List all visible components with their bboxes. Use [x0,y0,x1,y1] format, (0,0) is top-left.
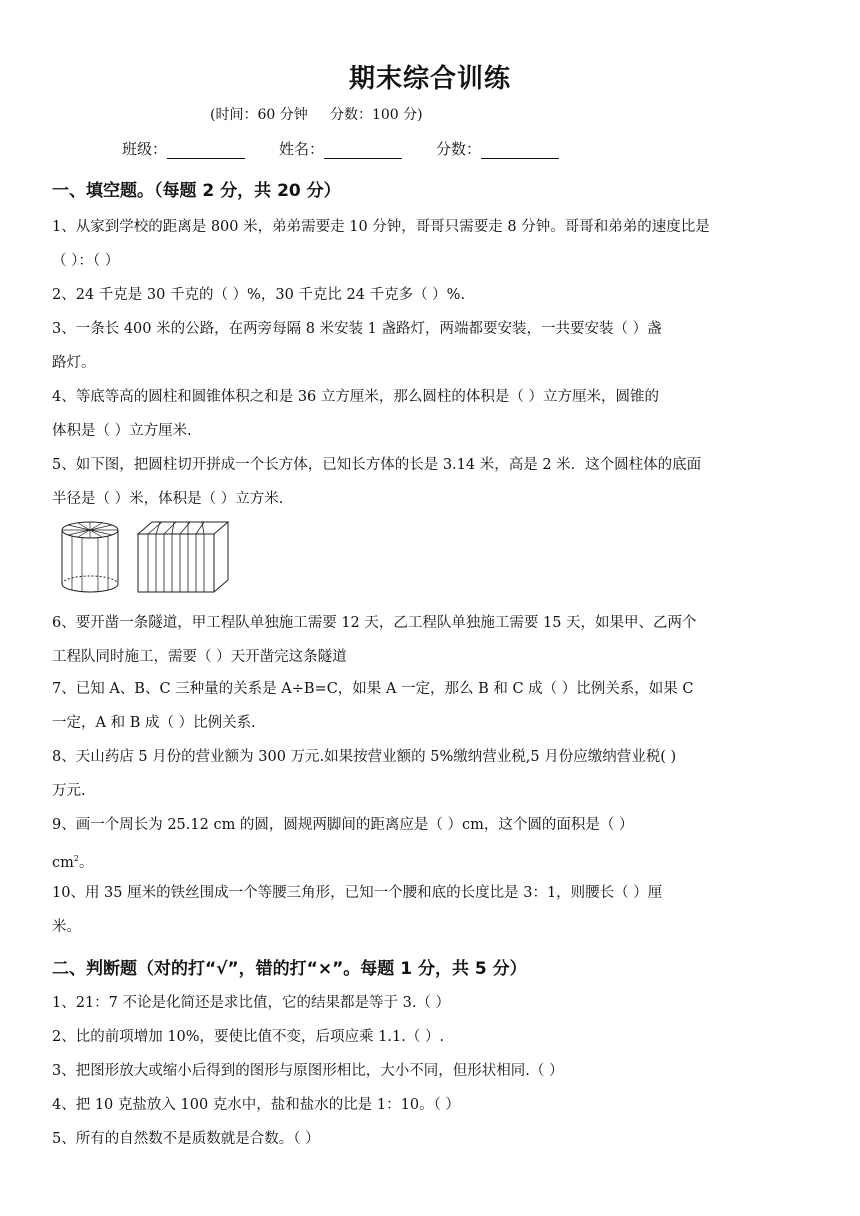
question-1-line1: 1、从家到学校的距离是 800 米，弟弟需要走 10 分钟，哥哥只需要走 8 分钟。哥哥和弟弟的速度比是 [52,219,710,235]
judgment-item-4: 4、把 10 克盐放入 100 克水中，盐和盐水的比是 1：10。（ ） [52,1097,460,1113]
question-6-line1: 6、要开凿一条隧道，甲工程队单独施工需要 12 天，乙工程队单独施工需要 15 天，如果甲、乙两个 [52,615,697,631]
question-7-line1: 7、已知 A、B、C 三种量的关系是 A÷B=C，如果 A 一定，那么 B 和 C 成（ ）比例关系，如果 C [52,681,694,697]
question-7 [52,672,812,740]
question-3 [52,312,812,380]
judgment-item-1: 1、21：7 不论是化简还是求比值，它的结果都是等于 3.（ ） [52,995,451,1011]
question-2 [52,278,812,312]
section2-heading: 二、判断题（对的打“√”，错的打“×”。每题 1 分，共 5 分） [52,959,527,979]
page-title: 期末综合训练 [348,64,511,94]
question-3-line2: 路灯。 [52,355,96,371]
question-4-line2: 体积是（ ）立方厘米. [52,423,192,439]
judgment-item-3: 3、把图形放大或缩小后得到的图形与原图形相比，大小不同，但形状相同.（ ） [52,1063,564,1079]
class-label: 班级： [122,140,168,158]
cylinder-cut-figure [58,520,122,594]
name-blank[interactable] [324,142,402,159]
section1-heading: 一、填空题。（每题 2 分，共 20 分） [52,181,341,201]
question-9-line2 [52,842,812,880]
question-2-line1: 2、24 千克是 30 千克的（ ）%，30 千克比 24 千克多（ ）%. [52,287,466,303]
question-5-figures [58,520,236,594]
question-9-end: 。 [78,854,94,871]
score-field [436,138,559,159]
question-6 [52,606,812,674]
question-4-line1: 4、等底等高的圆柱和圆锥体积之和是 36 立方厘米，那么圆柱的体积是（ ）立方厘米，圆锥的 [52,389,659,405]
question-5 [52,448,812,516]
question-1-line2: （ ）：（ ） [52,253,120,269]
question-3-line1: 3、一条长 400 米的公路，在两旁每隔 8 米安装 1 盏路灯，两端都要安装，一共要安装（ ）盏 [52,321,662,337]
class-blank[interactable] [167,142,245,159]
class-field [122,138,245,159]
name-label: 姓名： [279,140,325,158]
unit-cm: cm [52,854,74,871]
judgment-list [52,986,812,1156]
unit-exponent: 2 [73,854,79,863]
question-8-line1: 8、天山药店 5 月份的营业额为 300 万元.如果按营业额的 5%缴纳营业税,5 月份应缴纳营业税( ) [52,749,677,765]
name-field [279,138,402,159]
judgment-item-5: 5、所有的自然数不是质数就是合数。（ ） [52,1131,320,1147]
exam-meta: (时间：60 分钟 分数：100 分) [210,107,423,123]
question-6-line2: 工程队同时施工，需要（ ）天开凿完这条隧道 [52,649,347,665]
score-label: 分数： [436,140,482,158]
question-5-line2: 半径是（ ）米，体积是（ ）立方米. [52,491,284,507]
question-7-line2: 一定，A 和 B 成（ ）比例关系. [52,715,256,731]
question-9 [52,808,812,880]
student-info-row [122,138,559,159]
question-10 [52,876,812,944]
question-1 [52,210,812,278]
score-blank[interactable] [481,142,559,159]
cuboid-figure [136,520,236,594]
question-8-line2: 万元. [52,783,86,799]
question-10-line1: 10、用 35 厘米的铁丝围成一个等腰三角形，已知一个腰和底的长度比是 3：1，则腰长（ ）厘 [52,885,663,901]
question-8 [52,740,812,808]
question-5-line1: 5、如下图，把圆柱切开拼成一个长方体，已知长方体的长是 3.14 米，高是 2 米．这个圆柱体的底面 [52,457,702,473]
question-10-line2: 米。 [52,919,81,935]
question-9-line1: 9、画一个周长为 25.12 cm 的圆，圆规两脚间的距离应是（ ）cm，这个圆的面积是（ ） [52,817,634,833]
judgment-item-2: 2、比的前项增加 10%，要使比值不变，后项应乘 1.1.（ ）. [52,1029,445,1045]
question-4 [52,380,812,448]
